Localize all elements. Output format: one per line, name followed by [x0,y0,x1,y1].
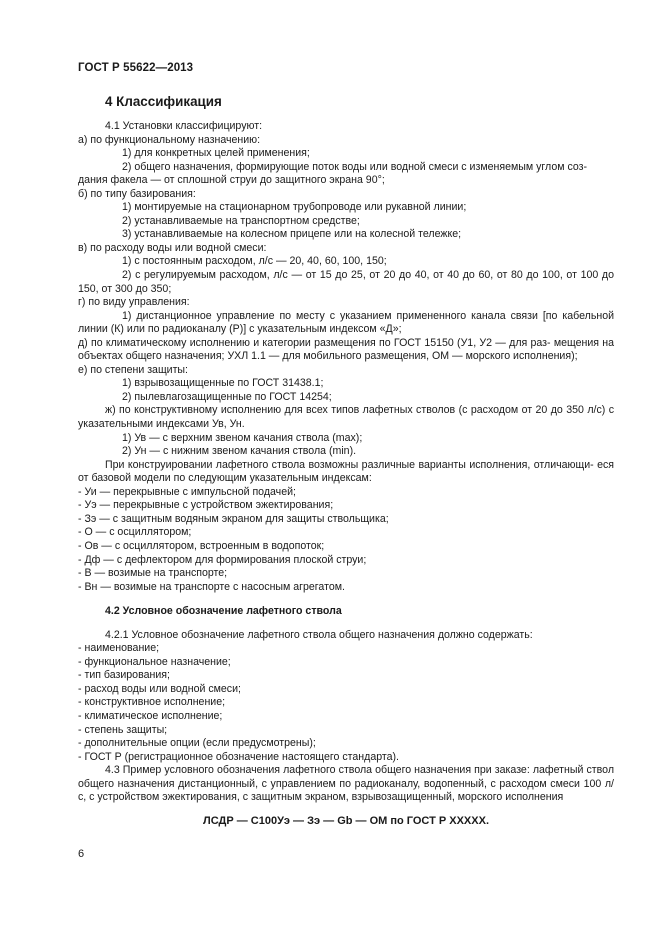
paragraph-line: - степень защиты; [78,723,168,736]
paragraph-line: 1) дистанционное управление по месту с указанием примененного канала связи [по кабельной линии (К) или по радиоканалу (Р)] с указательным индексом «Д»; [78,309,614,336]
paragraph-line: - Вн — возимые на транспорте с насосным агрегатом. [78,580,345,593]
paragraph-line: - дополнительные опции (если предусмотрены); [78,737,316,750]
paragraph-line: 2) общего назначения, формирующие поток воды или водной смеси с изменяемым углом соз- [122,160,588,173]
paragraph-line: - ГОСТ Р (регистрационное обозначение настоящего стандарта). [78,750,399,763]
paragraph-line: - наименование; [78,642,160,655]
page-number: 6 [78,848,85,860]
paragraph-line: г) по виду управления: [78,296,190,309]
section-4-body [78,120,614,594]
section-4-2-title: 4.2 Условное обозначение лафетного ствола [105,605,342,618]
paragraph-line: - Ов — с осциллятором, встроенным в водопоток; [78,539,325,552]
section-4-2-body [78,629,614,805]
paragraph-line: 4.3 Пример условного обозначения лафетного ствола общего назначения при заказе: лафетный ствол общего назначения дистанционный, с управлением по радиоканалу, водопенный, с расходом смеси 100 л/с, с устройством эжектирования, с защитным экраном, взрывозащищенный, морского исполнения [78,764,614,804]
paragraph-line: - Зэ — с защитным водяным экраном для защиты ствольщика; [78,512,389,525]
paragraph-line: - климатическое исполнение; [78,709,223,722]
paragraph-line: е) по степени защиты: [78,363,188,376]
paragraph-line: 1) для конкретных целей применения; [122,147,310,160]
paragraph-line: 2) с регулируемым расходом, л/с — от 15 до 25, от 20 до 40, от 40 до 60, от 80 до 100, от 100 до 150, от 300 до 350; [78,269,614,295]
paragraph-line: 1) монтируемые на стационарном трубопроводе или рукавной линии; [122,201,467,214]
paragraph-line: 1) с постоянным расходом, л/с — 20, 40, 60, 100, 150; [122,255,387,268]
paragraph-line: 4.2.1 Условное обозначение лафетного ствола общего назначения должно содержать: [105,628,533,641]
paragraph-line: д) по климатическому исполнению и категории размещения по ГОСТ 15150 (У1, У2 — для раз- мещения на объектах общего назначения; УХЛ 1.1 — для мобильного размещения, ОМ — морского исполнения); [78,336,614,363]
paragraph-line: - О — с осциллятором; [78,526,192,539]
paragraph-line: дания факела — от сплошной струи до защитного экрана 90°; [78,174,385,187]
paragraph-line: - тип базирования; [78,669,170,682]
paragraph-line: - расход воды или водной смеси; [78,682,241,695]
document-body [78,94,614,828]
paragraph-line: ж) по конструктивному исполнению для всех типов лафетных стволов (с расходом от 20 до 350 л/с) с указательными индексами Ув, Ун. [78,404,614,431]
paragraph-line: 2) устанавливаемые на транспортном средстве; [122,214,360,227]
paragraph-line: 1) взрывозащищенные по ГОСТ 31438.1; [122,377,324,390]
paragraph-line: 2) пылевлагозащищенные по ГОСТ 14254; [122,390,332,403]
paragraph-line: - конструктивное исполнение; [78,696,226,709]
paragraph-line: 2) Ун — с нижним звеном качания ствола (min). [122,445,357,458]
paragraph-line: 4.1 Установки классифицируют: [105,120,263,132]
paragraph-line: - Уэ — перекрывные с устройством эжектирования; [78,499,334,512]
paragraph-line: б) по типу базирования: [78,187,196,200]
paragraph-line: 1) Ув — с верхним звеном качания ствола (max); [122,431,363,444]
document-header: ГОСТ Р 55622—2013 [78,62,194,74]
paragraph-line: - функциональное назначение; [78,655,231,668]
paragraph-line: - Дф — с дефлектором для формирования плоской струи; [78,553,367,566]
section-4-title: 4 Классификация [105,94,222,109]
paragraph-line: 3) устанавливаемые на колесном прицепе или на колесной тележке; [122,228,462,241]
paragraph-line: в) по расходу воды или водной смеси: [78,241,267,254]
paragraph-line: а) по функциональному назначению: [78,133,261,146]
example-designation: ЛСДР — С100Уэ — Зэ — Gb — ОМ по ГОСТ Р ХХХХХ. [202,814,490,827]
paragraph-line: - В — возимые на транспорте; [78,567,228,580]
paragraph-line: При конструировании лафетного ствола возможны различные варианты исполнения, отличающи- еся от базовой модели по следующим указательным индексам: [78,458,614,485]
paragraph-line: - Уи — перекрывные с импульсной подачей; [78,485,296,498]
